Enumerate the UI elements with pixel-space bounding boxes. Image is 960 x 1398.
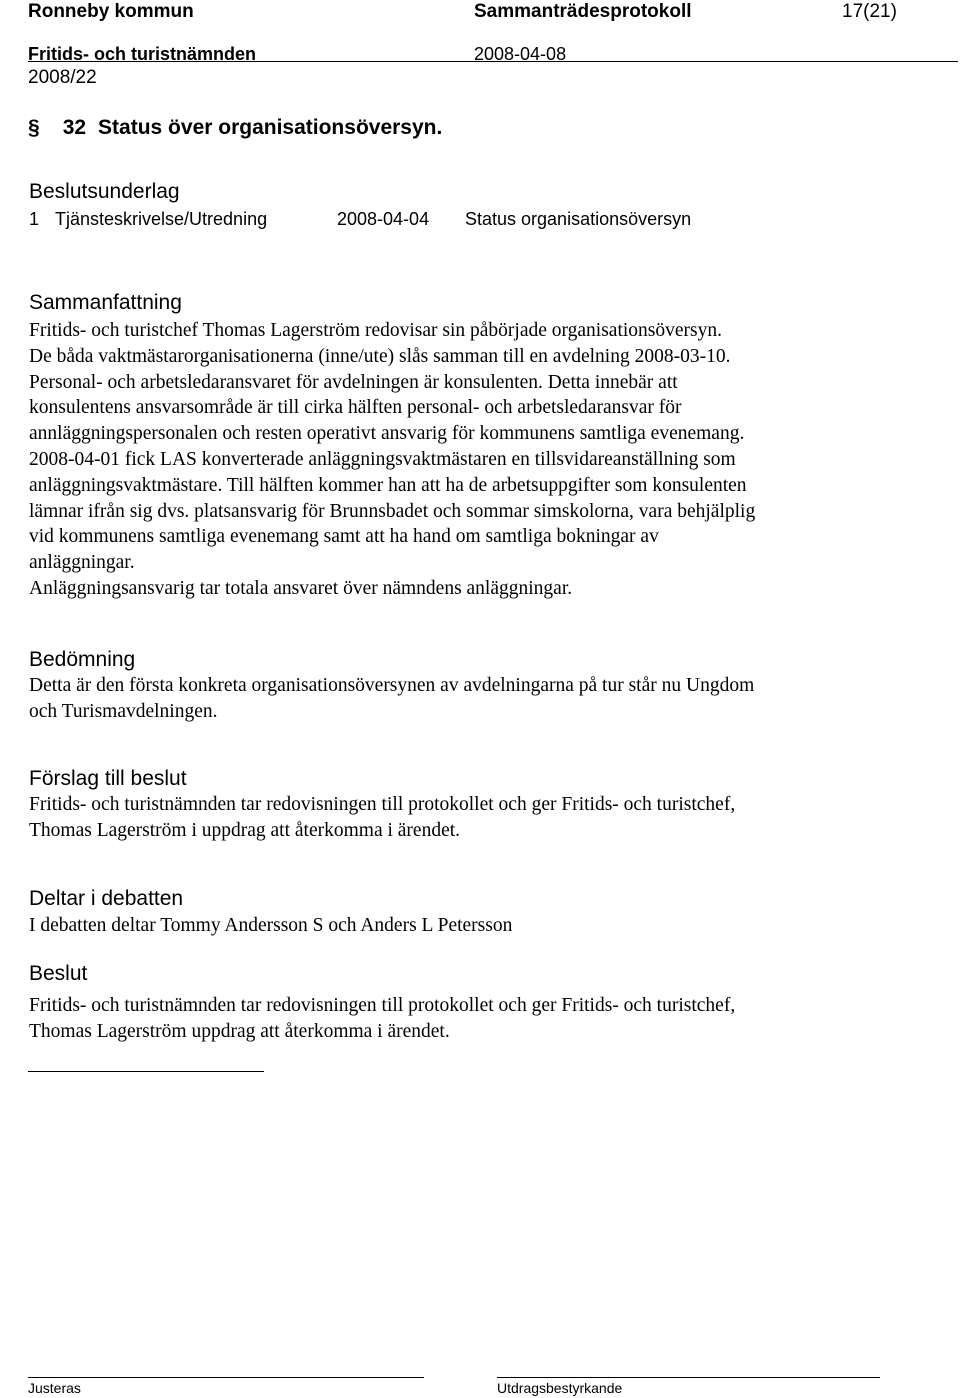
text-line: Fritids- och turistnämnden tar redovisningen till protokollet och ger Fritids- och turistchef, bbox=[29, 794, 736, 815]
bedomning-text bbox=[29, 673, 929, 725]
text-line: konsulentens ansvarsområde är till cirka hälften personal- och arbetsledaransvar för bbox=[29, 397, 682, 419]
header-divider bbox=[28, 61, 958, 62]
signature-line bbox=[28, 1071, 264, 1072]
text-line: och Turismavdelningen. bbox=[29, 700, 218, 722]
text-line: Anläggningsansvarig tar totala ansvaret över nämndens anläggningar. bbox=[29, 577, 573, 599]
heading-bedomning: Bedömning bbox=[29, 648, 136, 671]
heading-deltar-i-debatten: Deltar i debatten bbox=[29, 887, 184, 910]
item-number: 32 bbox=[62, 116, 87, 139]
sammanfattning-text bbox=[29, 318, 929, 602]
forslag-text bbox=[29, 792, 929, 844]
footer-rule-right bbox=[497, 1377, 880, 1378]
document-subject: Status organisationsöversyn bbox=[465, 209, 692, 229]
text-line: 2008-04-01 fick LAS konverterade anläggningsvaktmästaren en tillsvidareanställning som bbox=[29, 448, 736, 470]
heading-sammanfattning: Sammanfattning bbox=[29, 291, 182, 314]
text-line: vid kommunens samtliga evenemang samt att ha hand om samtliga bokningar av bbox=[29, 526, 659, 548]
heading-forslag-till-beslut: Förslag till beslut bbox=[29, 767, 187, 790]
footer-rule-left bbox=[28, 1377, 424, 1378]
footer-justeras: Justeras bbox=[28, 1380, 81, 1396]
header-municipality: Ronneby kommun bbox=[28, 1, 194, 22]
footer-utdragsbestyrkande: Utdragsbestyrkande bbox=[497, 1380, 623, 1396]
header-doc-type: Sammanträdesprotokoll bbox=[474, 1, 692, 22]
document-number: 1 bbox=[29, 209, 40, 229]
text-line: I debatten deltar Tommy Andersson S och Anders L Petersson bbox=[29, 915, 513, 936]
item-title-text: Status över organisationsöversyn. bbox=[98, 116, 443, 139]
item-marker: § bbox=[28, 116, 40, 139]
text-line: Thomas Lagerström i uppdrag att återkomma i ärendet. bbox=[29, 819, 461, 841]
header-committee: Fritids- och turistnämnden bbox=[28, 44, 257, 64]
text-line: anläggningar. bbox=[29, 552, 135, 574]
text-line: Thomas Lagerström uppdrag att återkomma i ärendet. bbox=[29, 1020, 450, 1042]
debatt-text bbox=[29, 913, 929, 939]
document-type: Tjänsteskrivelse/Utredning bbox=[55, 209, 268, 229]
heading-beslutsunderlag: Beslutsunderlag bbox=[29, 180, 180, 203]
heading-beslut: Beslut bbox=[29, 962, 88, 985]
header-date: 2008-04-08 bbox=[474, 44, 567, 64]
text-line: Fritids- och turistchef Thomas Lagerström redovisar sin påbörjade organisationsöversyn. bbox=[29, 320, 723, 341]
diary-number: 2008/22 bbox=[28, 67, 97, 88]
text-line: annläggningspersonalen och resten operativt ansvarig för kommunens samtliga evenemang. bbox=[29, 423, 745, 445]
text-line: Personal- och arbetsledaransvaret för avdelningen är konsulenten. Detta innebär att bbox=[29, 371, 678, 393]
text-line: Fritids- och turistnämnden tar redovisningen till protokollet och ger Fritids- och turistchef, bbox=[29, 995, 736, 1016]
beslut-text bbox=[29, 993, 929, 1045]
text-line: Detta är den första konkreta organisationsöversynen av avdelningarna på tur står nu Ungdom bbox=[29, 675, 755, 696]
item-title bbox=[28, 114, 442, 142]
document-date: 2008-04-04 bbox=[337, 209, 430, 229]
header-page-number: 17(21) bbox=[842, 1, 897, 22]
text-line: anläggningsvaktmästare. Till hälften kommer han att ha de arbetsuppgifter som konsulenten bbox=[29, 474, 747, 496]
text-line: lämnar ifrån sig dvs. platsansvarig för Brunnsbadet och sommar simskolorna, vara behjälplig bbox=[29, 500, 756, 522]
text-line: De båda vaktmästarorganisationerna (inne/ute) slås samman till en avdelning 2008-03-10. bbox=[29, 345, 731, 367]
